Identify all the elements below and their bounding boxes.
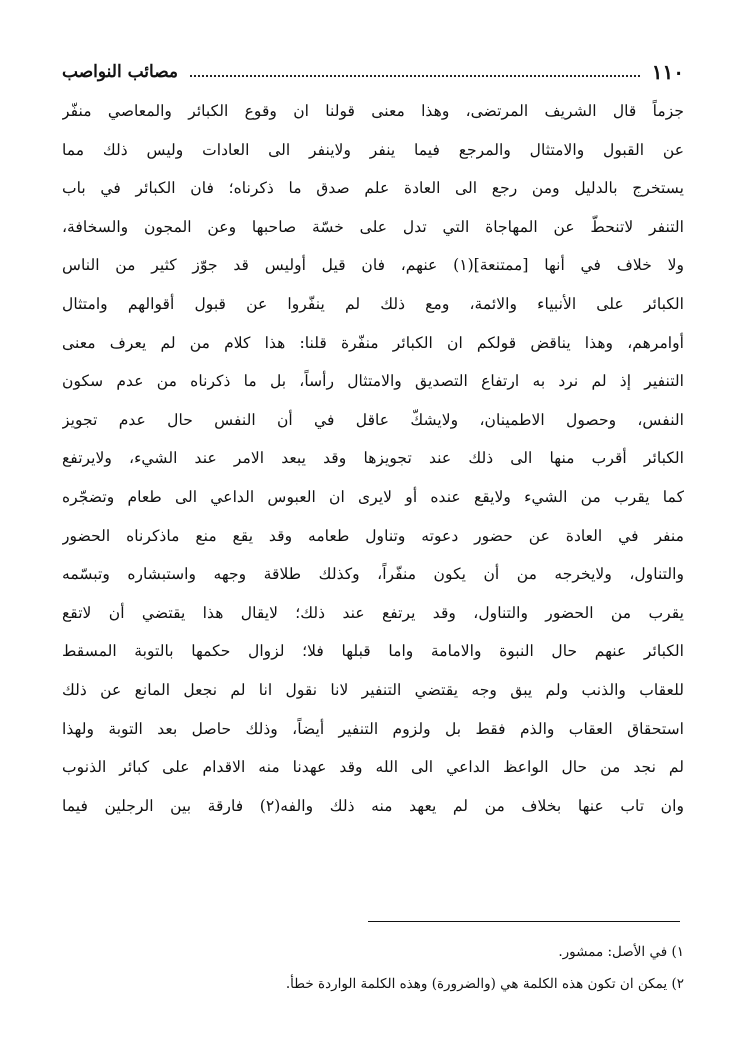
text-line: التنفير إذ لم نرد به ارتفاع التصديق والامتثال رأساً، بل ما ذكرناه من عدم سكون [62,372,684,391]
text-line: جزماً قال الشريف المرتضى، وهذا معنى قولنا ان وقوع الكبائر والمعاصي منفّر [62,102,684,120]
footnotes [62,936,684,1000]
body-text [62,92,684,825]
page-header [62,56,684,88]
text-line: كما يقرب من الشيء ولايقع عنده أو لايرى ان العبوس الداعي الى طعام وتضجّره [62,487,684,506]
text-line: لم نجد من حال الواعظ الداعي الى الله وقد عهدنا منه الاقدام على كبائر الذنوب [62,758,684,777]
footnote-1: ١) في الأصل: ممشور. [558,944,684,960]
page-number: ١١٠ [651,60,684,84]
footnote-2: ٢) يمكن ان تكون هذه الكلمة هي (والضرورة) وهذه الكلمة الواردة خطأ. [285,976,684,992]
text-line: يستخرج بالدليل ومن رجع الى العادة علم صدق ما ذكرناه؛ فان الكبائر في باب [62,179,684,198]
text-line: الكبائر أقرب منها الى ذلك عند تجويزها وقد يبعد الامر عند الشيء، ولايرتفع [62,449,684,468]
footnote-separator [368,921,680,922]
running-title: مصائب النواصب [62,62,179,82]
text-line: استحقاق العقاب والذم فقط بل ولزوم التنفير أيضاً، وذلك حاصل بعد التوبة ولهذا [62,719,684,738]
dotted-leader [190,75,640,77]
text-line: يقرب من الحضور والتناول، وقد يرتفع عند ذلك؛ لايقال هذا يقتضي أن لاتقع [62,603,684,622]
text-line: التنفر لاتنحطّ عن المهاجاة التي تدل على خسّة صاحبها وعن المجون والسخافة، [62,217,684,236]
text-line: والتناول، ولايخرجه من أن يكون منفّراً، وكذلك طلاقة وجهه واستبشاره وتبسّمه [62,565,684,584]
text-line: وان تاب عنها بخلاف من لم يعهد منه ذلك والفه(٢) فارقة بين الرجلين فيما [62,796,684,815]
text-line: الكبائر عنهم حال النبوة والامامة واما قبلها فلا؛ لزوال حكمها بالتوبة المسقط [62,642,684,661]
text-line: للعقاب والذنب ولم يبق وجه يقتضي التنفير لانا نقول انا لم نجعل المانع عن ذلك [62,680,684,699]
text-line: منفر في العادة عن حضور دعوته وتناول طعامه وقد يقع منع ماذكرناه الحضور [62,526,684,545]
text-line: الكبائر على الأنبياء والائمة، ومع ذلك لم ينفّروا عن قبول أقوالهم وامتثال [62,294,684,313]
text-line: أوامرهم، وهذا يناقض قولكم ان الكبائر منفّرة قلنا: هذا كلام من لم يعرف معنى [62,333,684,352]
text-line: ولا خلاف في أنها [ممتنعة](١) عنهم، فان قيل أوليس قد جوّز كثير من الناس [62,256,684,275]
text-line: عن القبول والامتثال والمرجع فيما ينفر ولاينفر الى العادات وليس ذلك مما [62,140,684,159]
text-line: النفس، وحصول الاطمينان، ولايشكّ عاقل في أن النفس حال عدم تجويز [62,410,684,429]
